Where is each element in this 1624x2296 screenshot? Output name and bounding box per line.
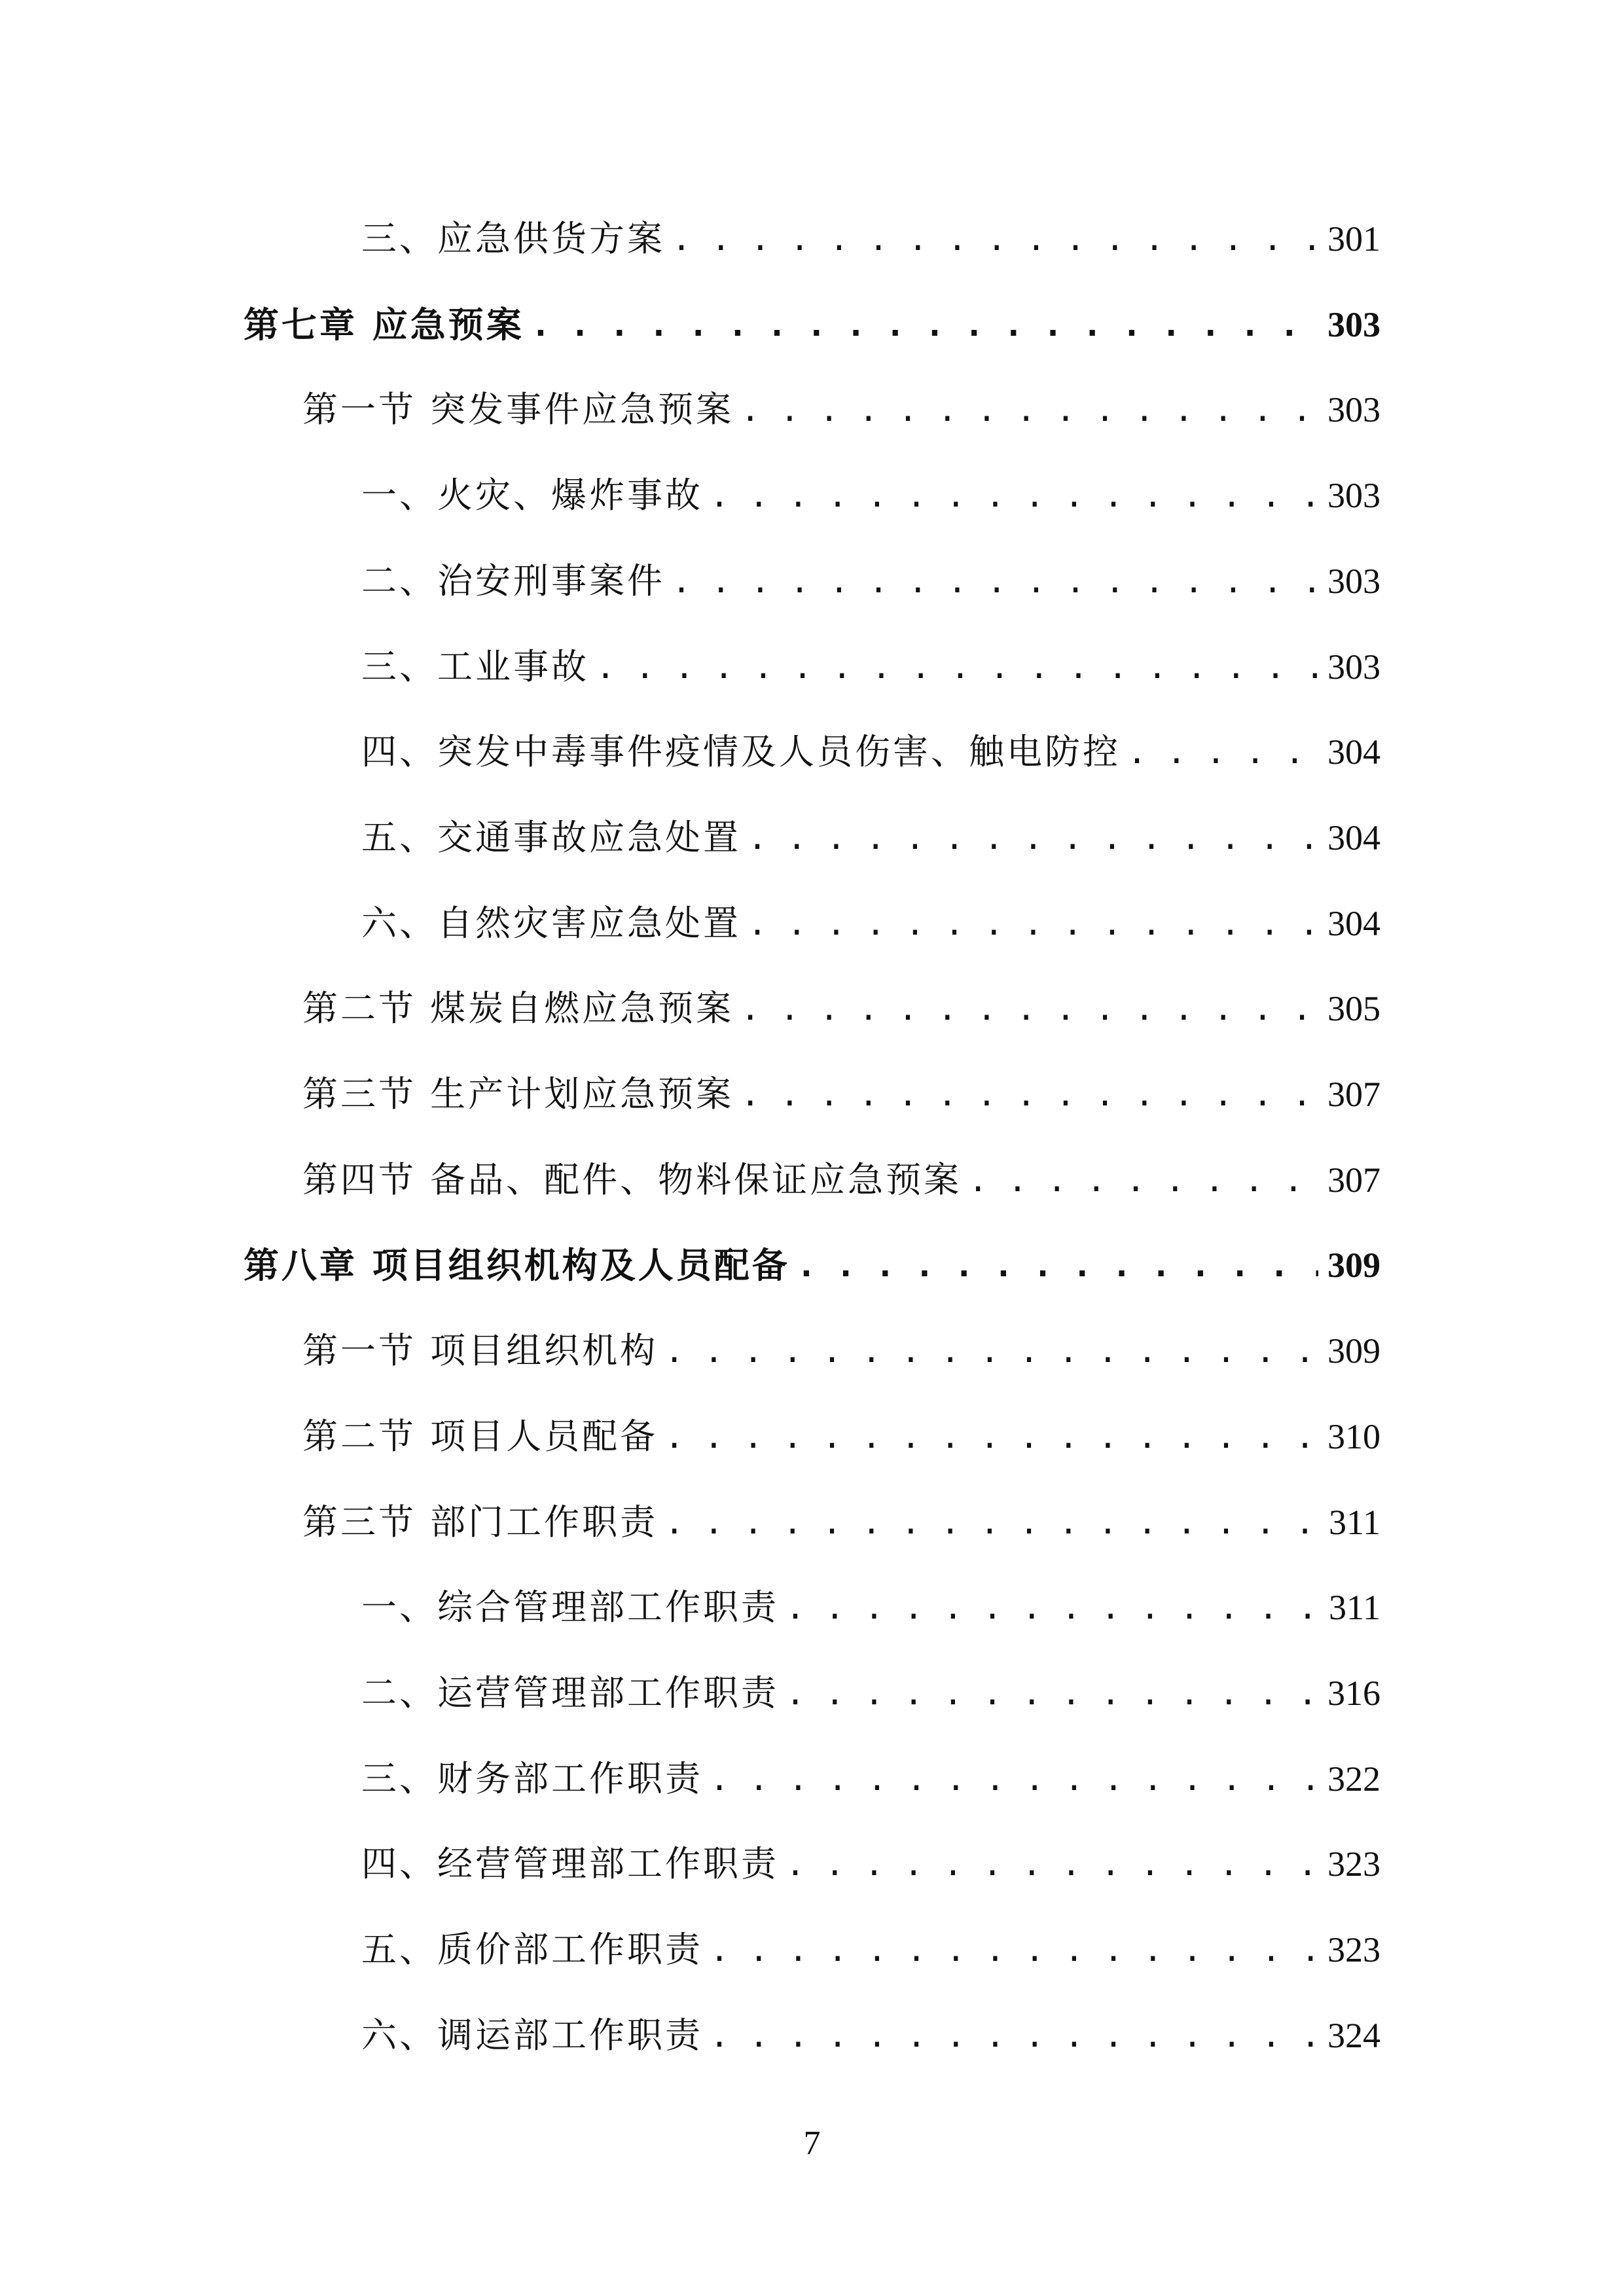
toc-page-number: 303 bbox=[1327, 476, 1380, 516]
toc-page-number: 305 bbox=[1327, 989, 1380, 1029]
toc-entry[interactable] bbox=[302, 1397, 1380, 1476]
dot-leader bbox=[785, 1848, 1318, 1880]
toc-entry[interactable] bbox=[302, 1312, 1380, 1390]
dot-leader bbox=[968, 1164, 1318, 1196]
toc-page-number: 323 bbox=[1327, 1930, 1380, 1969]
toc-page-number: 324 bbox=[1327, 2015, 1380, 2055]
toc-entry[interactable] bbox=[361, 1910, 1380, 1989]
dot-leader bbox=[672, 223, 1318, 255]
toc-page-number: 316 bbox=[1327, 1673, 1380, 1713]
toc-entry[interactable] bbox=[361, 456, 1380, 535]
dot-leader bbox=[740, 992, 1318, 1025]
toc-page-number: 301 bbox=[1327, 219, 1380, 259]
toc-entry-title: 第三节 生产计划应急预案 bbox=[302, 1073, 734, 1115]
toc-entry[interactable] bbox=[361, 884, 1380, 963]
toc-entry-title: 第二节 项目人员配备 bbox=[302, 1415, 659, 1457]
toc-entry[interactable] bbox=[302, 1055, 1380, 1134]
dot-leader bbox=[710, 1763, 1318, 1795]
dot-leader bbox=[664, 1506, 1320, 1539]
toc-page-number: 304 bbox=[1327, 903, 1380, 943]
toc-page-number: 310 bbox=[1327, 1416, 1380, 1456]
toc-entry-title: 四、经营管理部工作职责 bbox=[361, 1843, 779, 1885]
toc-entry-title: 第一节 突发事件应急预案 bbox=[302, 389, 734, 431]
dot-leader bbox=[710, 2019, 1318, 2052]
toc-entry[interactable] bbox=[302, 969, 1380, 1048]
toc-entry-title: 六、自然灾害应急处置 bbox=[361, 902, 741, 944]
dot-leader bbox=[740, 393, 1318, 426]
dot-leader bbox=[1127, 736, 1318, 768]
toc-page-number: 304 bbox=[1327, 817, 1380, 857]
toc-entry[interactable] bbox=[244, 285, 1380, 364]
toc-entry-title: 第七章 应急预案 bbox=[244, 303, 524, 346]
dot-leader bbox=[710, 1933, 1318, 1966]
dot-leader bbox=[785, 1677, 1318, 1710]
toc-entry-title: 六、调运部工作职责 bbox=[361, 2014, 703, 2056]
dot-leader bbox=[531, 308, 1318, 341]
toc-entry[interactable] bbox=[361, 542, 1380, 620]
dot-leader bbox=[710, 479, 1318, 512]
dot-leader bbox=[672, 565, 1318, 598]
toc-entry-title: 三、财务部工作职责 bbox=[361, 1757, 703, 1799]
toc-page-number: 303 bbox=[1327, 561, 1380, 601]
toc-page-number: 309 bbox=[1327, 1246, 1380, 1285]
toc-page-number: 311 bbox=[1329, 1502, 1380, 1542]
toc-page-number: 307 bbox=[1327, 1160, 1380, 1200]
toc-entry-title: 二、运营管理部工作职责 bbox=[361, 1672, 779, 1713]
toc-page-number: 309 bbox=[1327, 1331, 1380, 1371]
toc-entry-title: 第二节 煤炭自燃应急预案 bbox=[302, 988, 734, 1030]
toc-page-number: 303 bbox=[1327, 304, 1380, 344]
toc-entry[interactable] bbox=[361, 1996, 1380, 2075]
toc-page-number: 304 bbox=[1327, 732, 1380, 772]
toc-entry[interactable] bbox=[361, 1654, 1380, 1732]
dot-leader bbox=[797, 1249, 1318, 1282]
dot-leader bbox=[664, 1420, 1318, 1453]
toc-entry[interactable] bbox=[361, 1740, 1380, 1818]
toc-entry-title: 第三节 部门工作职责 bbox=[302, 1501, 659, 1543]
toc-entry[interactable] bbox=[244, 1226, 1380, 1304]
toc-entry-title: 一、综合管理部工作职责 bbox=[361, 1587, 779, 1628]
toc-entry-title: 四、突发中毒事件疫情及人员伤害、触电防控 bbox=[361, 731, 1121, 773]
toc-entry-title: 五、交通事故应急处置 bbox=[361, 816, 741, 858]
toc-page-number: 322 bbox=[1327, 1759, 1380, 1799]
toc-entry-title: 第一节 项目组织机构 bbox=[302, 1330, 659, 1372]
dot-leader bbox=[664, 1335, 1318, 1367]
page-number-footer: 7 bbox=[803, 2125, 821, 2162]
toc-entry[interactable] bbox=[361, 1825, 1380, 1903]
dot-leader bbox=[740, 1078, 1318, 1111]
dot-leader bbox=[748, 821, 1318, 854]
toc-entry-title: 五、质价部工作职责 bbox=[361, 1929, 703, 1970]
toc-page-number: 311 bbox=[1329, 1588, 1380, 1628]
toc-entry[interactable] bbox=[302, 1141, 1380, 1219]
toc-entry-title: 三、工业事故 bbox=[361, 645, 589, 687]
toc-entry-title: 第八章 项目组织机构及人员配备 bbox=[244, 1244, 790, 1287]
toc-entry[interactable] bbox=[361, 200, 1380, 278]
dot-leader bbox=[596, 651, 1318, 683]
toc-page-number: 303 bbox=[1327, 647, 1380, 687]
toc-entry[interactable] bbox=[302, 370, 1380, 449]
toc-entry-title: 一、火灾、爆炸事故 bbox=[361, 475, 703, 516]
toc-entry-title: 二、治安刑事案件 bbox=[361, 560, 665, 601]
toc-entry-title: 三、应急供货方案 bbox=[361, 218, 665, 259]
toc-page-number: 303 bbox=[1327, 390, 1380, 430]
toc-page-number: 307 bbox=[1327, 1075, 1380, 1114]
toc-entry[interactable] bbox=[361, 628, 1380, 706]
toc-entry[interactable] bbox=[361, 798, 1380, 877]
toc-entry-title: 第四节 备品、配件、物料保证应急预案 bbox=[302, 1158, 962, 1200]
dot-leader bbox=[785, 1591, 1320, 1624]
toc-entry[interactable] bbox=[361, 713, 1380, 791]
toc-entry[interactable] bbox=[302, 1483, 1380, 1562]
toc-page-number: 323 bbox=[1327, 1844, 1380, 1884]
dot-leader bbox=[748, 907, 1318, 940]
toc-entry[interactable] bbox=[361, 1568, 1380, 1647]
